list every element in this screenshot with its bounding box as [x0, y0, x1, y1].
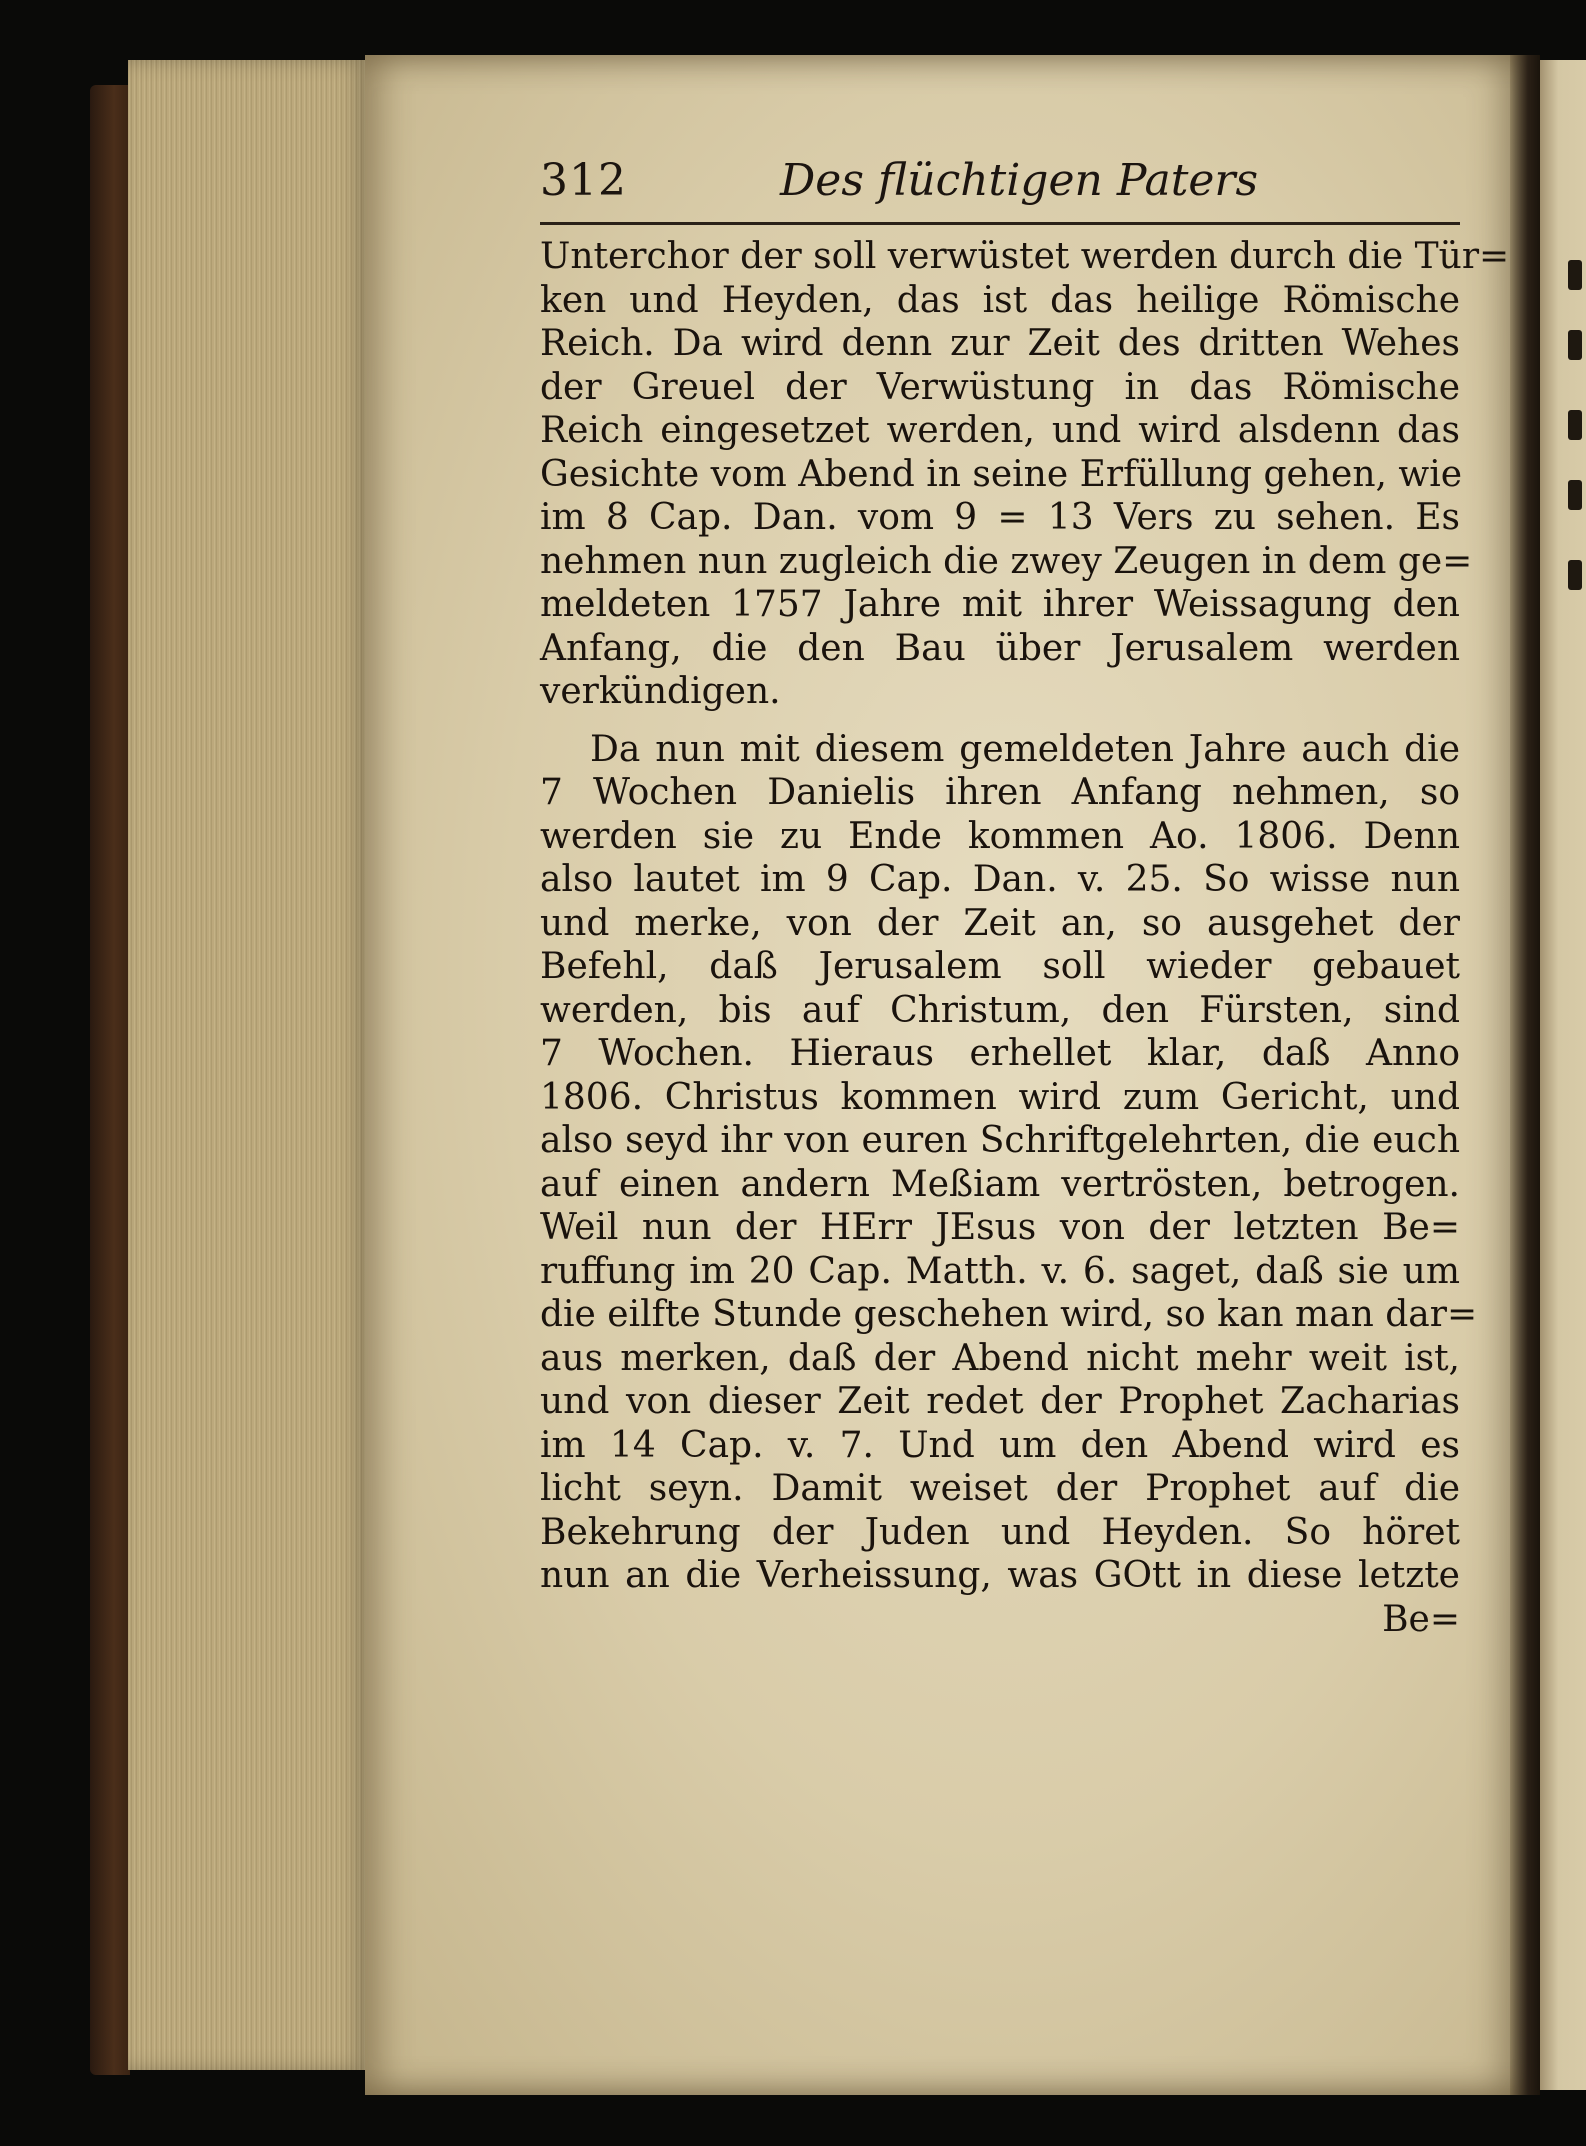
page-gutter: [1510, 55, 1540, 2095]
text-line: Befehl, daß Jerusalem soll wieder gebauet: [540, 946, 1460, 987]
text-line: 7 Wochen Danielis ihren Anfang nehmen, so: [540, 772, 1460, 813]
text-line: 1806. Christus kommen wird zum Gericht, und: [540, 1076, 1460, 1118]
text-line: im 14 Cap. v. 7. Und um den Abend wird es: [540, 1424, 1460, 1466]
catchword: Be=: [1382, 1598, 1460, 1640]
page-edges: [128, 60, 368, 2070]
text-line: 7 Wochen. Hieraus erhellet klar, daß Anno: [540, 1033, 1460, 1074]
page-number: 312: [540, 155, 627, 206]
running-head: Des flüchtigen Paters: [780, 155, 1259, 206]
facing-page-edge: [1540, 60, 1586, 2090]
text-line: ruffung im 20 Cap. Matth. v. 6. saget, daß sie um: [540, 1250, 1460, 1292]
text-line: ken und Heyden, das ist das heilige Römische: [540, 279, 1460, 321]
facing-page-glyph: [1568, 560, 1582, 590]
text-line: im 8 Cap. Dan. vom 9 = 13 Vers zu sehen. Es: [540, 497, 1460, 538]
text-line: werden sie zu Ende kommen Ao. 1806. Denn: [540, 815, 1460, 857]
text-line: nehmen nun zugleich die zwey Zeugen in dem ge=: [540, 540, 1473, 582]
text-line: nun an die Verheissung, was GOtt in diese letzte: [540, 1555, 1460, 1596]
text-line: und von dieser Zeit redet der Prophet Zacharias: [540, 1381, 1460, 1422]
text-line: Gesichte vom Abend in seine Erfüllung gehen, wie: [540, 453, 1463, 495]
text-line: also seyd ihr von euren Schriftgelehrten, die euch: [540, 1120, 1460, 1161]
text-line: Da nun mit diesem gemeldeten Jahre auch die: [590, 728, 1460, 770]
text-line: aus merken, daß der Abend nicht mehr weit ist,: [540, 1337, 1460, 1379]
text-line: Reich. Da wird denn zur Zeit des dritten Wehes: [540, 323, 1460, 364]
facing-page-glyph: [1568, 480, 1582, 510]
text-line: und merke, von der Zeit an, so ausgehet der: [540, 902, 1460, 944]
facing-page-glyph: [1568, 410, 1582, 440]
text-line: Bekehrung der Juden und Heyden. So höret: [540, 1511, 1460, 1553]
text-line: Reich eingesetzet werden, und wird alsdenn das: [540, 410, 1460, 451]
text-line: auf einen andern Meßiam vertrösten, betrogen.: [540, 1163, 1460, 1205]
text-line: werden, bis auf Christum, den Fürsten, sind: [540, 989, 1460, 1031]
text-line: Weil nun der HErr JEsus von der letzten Be=: [540, 1207, 1460, 1248]
text-line: verkündigen.: [540, 671, 781, 712]
page-header: [540, 155, 1460, 215]
text-line: die eilfte Stunde geschehen wird, so kan man dar=: [540, 1294, 1478, 1335]
facing-page-glyph: [1568, 260, 1582, 290]
header-rule: [540, 222, 1460, 225]
book-cover-edge: [90, 85, 130, 2075]
text-line: meldeten 1757 Jahre mit ihrer Weissagung den: [540, 584, 1460, 625]
facing-page-glyph: [1568, 330, 1582, 360]
text-line: der Greuel der Verwüstung in das Römische: [540, 366, 1460, 408]
text-line: licht seyn. Damit weiset der Prophet auf die: [540, 1468, 1460, 1509]
text-line: Anfang, die den Bau über Jerusalem werden: [540, 627, 1460, 669]
body-text: [540, 235, 1510, 1641]
text-line: also lautet im 9 Cap. Dan. v. 25. So wisse nun: [540, 859, 1460, 900]
text-line: Unterchor der soll verwüstet werden durch die Tür=: [540, 236, 1510, 277]
